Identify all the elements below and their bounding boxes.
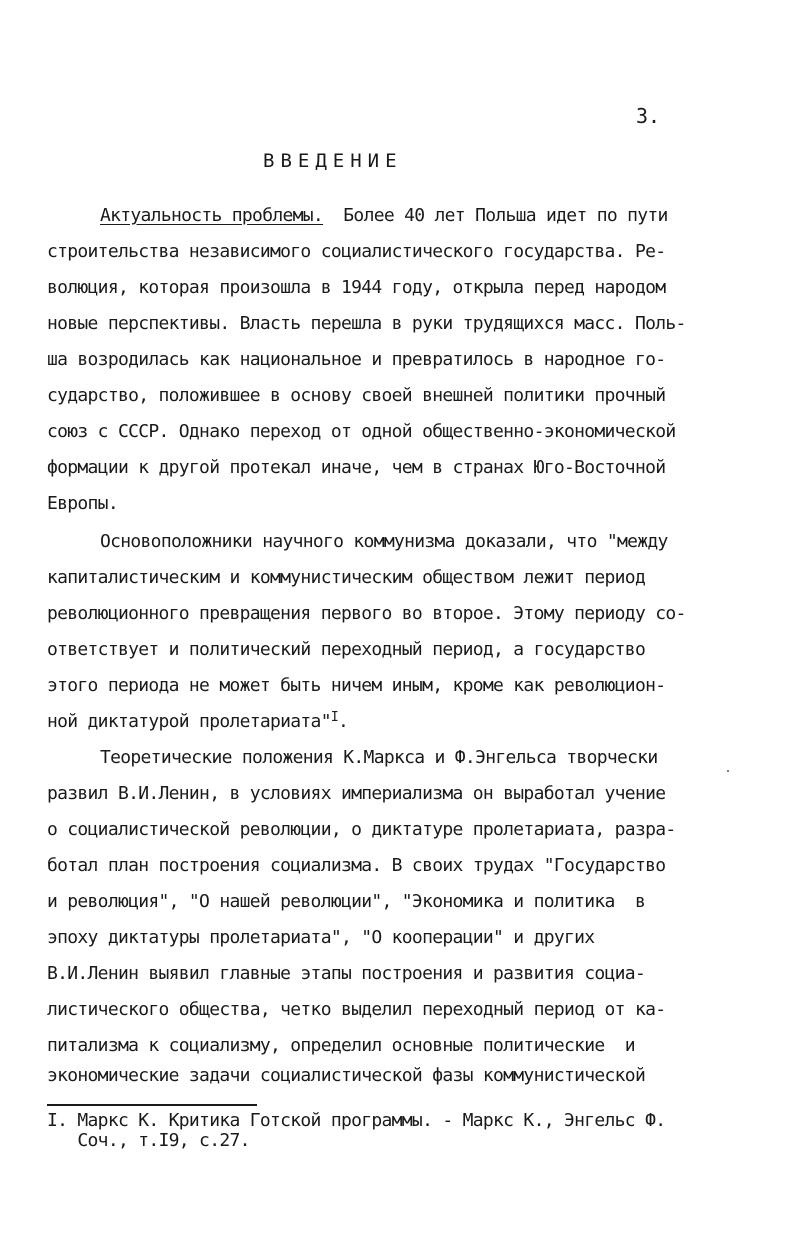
paragraph-1-line-5: ша возродилась как национальное и превратилось в народное го- bbox=[47, 349, 666, 370]
paragraph-1-line-1 bbox=[100, 204, 668, 228]
paragraph-3-line-4: ботал план построения социализма. В своих трудах "Государство bbox=[47, 855, 666, 876]
paragraph-3-line-5: и революция", "О нашей революции", "Экономика и политика в bbox=[47, 891, 646, 912]
paragraph-3-line-6: эпоху диктатуры пролетариата", "О кооперации" и других bbox=[47, 927, 595, 948]
paragraph-1-line-9: Европы. bbox=[47, 493, 118, 514]
scan-speck bbox=[727, 770, 729, 772]
paragraph-1-line-6: сударство, положившее в основу своей внешней политики прочный bbox=[47, 385, 666, 406]
paragraph-2-line-5: этого периода не может быть ничем иным, кроме как революцион- bbox=[47, 675, 666, 696]
paragraph-2-line-6-text: ной диктатурой пролетариата" bbox=[47, 711, 331, 732]
paragraph-3-line-3: о социалистической революции, о диктатуре пролетариата, разра- bbox=[47, 819, 676, 840]
page-number: 3. bbox=[636, 104, 661, 128]
paragraph-2-line-6 bbox=[47, 710, 348, 734]
paragraph-2-line-2: капиталистическим и коммунистическим обществом лежит период bbox=[47, 567, 646, 588]
paragraph-3-line-7: В.И.Ленин выявил главные этапы построения и развития социа- bbox=[47, 963, 646, 984]
paragraph-2-line-3: революционного превращения первого во второе. Этому периоду со- bbox=[47, 603, 686, 624]
footnote-line-2: Соч., т.I9, с.27. bbox=[47, 1130, 250, 1151]
footnote-line-1: I. Маркс К. Критика Готской программы. - Маркс К., Энгельс Ф. bbox=[47, 1110, 666, 1131]
sentence-end: . bbox=[337, 711, 349, 732]
paragraph-1-line-7: союз с СССР. Однако переход от одной общественно-экономической bbox=[47, 421, 676, 442]
footnote-divider bbox=[47, 1104, 257, 1106]
paragraph-3-line-2: развил В.И.Ленин, в условиях империализма он выработал учение bbox=[47, 783, 666, 804]
paragraph-1-line-8: формации к другой протекал иначе, чем в странах Юго-Восточной bbox=[47, 457, 666, 478]
paragraph-1-line-4: новые перспективы. Власть перешла в руки трудящихся масс. Поль- bbox=[47, 313, 686, 334]
paragraph-3-line-10: экономические задачи социалистической фазы коммунистической bbox=[47, 1065, 646, 1086]
paragraph-3-line-9: питализма к социализму, определил основные политические и bbox=[47, 1035, 635, 1056]
paragraph-3-line-8: листического общества, четко выделил переходный период от ка- bbox=[47, 999, 666, 1020]
topic-label: Актуальность проблемы. bbox=[100, 205, 324, 226]
section-heading: ВВЕДЕНИЕ bbox=[263, 150, 403, 172]
paragraph-2-line-4: ответствует и политический переходный период, а государство bbox=[47, 639, 646, 660]
paragraph-1-line-2: строительства независимого социалистического государства. Ре- bbox=[47, 241, 666, 262]
footnote-reference: I bbox=[330, 710, 338, 725]
paragraph-3-line-1: Теоретические положения К.Маркса и Ф.Энгельса творчески bbox=[100, 747, 658, 768]
paragraph-1-line-1-text: Более 40 лет Польша идет по пути bbox=[323, 205, 668, 226]
paragraph-2-line-1: Основоположники научного коммунизма доказали, что "между bbox=[100, 531, 668, 552]
paragraph-1-line-3: волюция, которая произошла в 1944 году, открыла перед народом bbox=[47, 277, 666, 298]
